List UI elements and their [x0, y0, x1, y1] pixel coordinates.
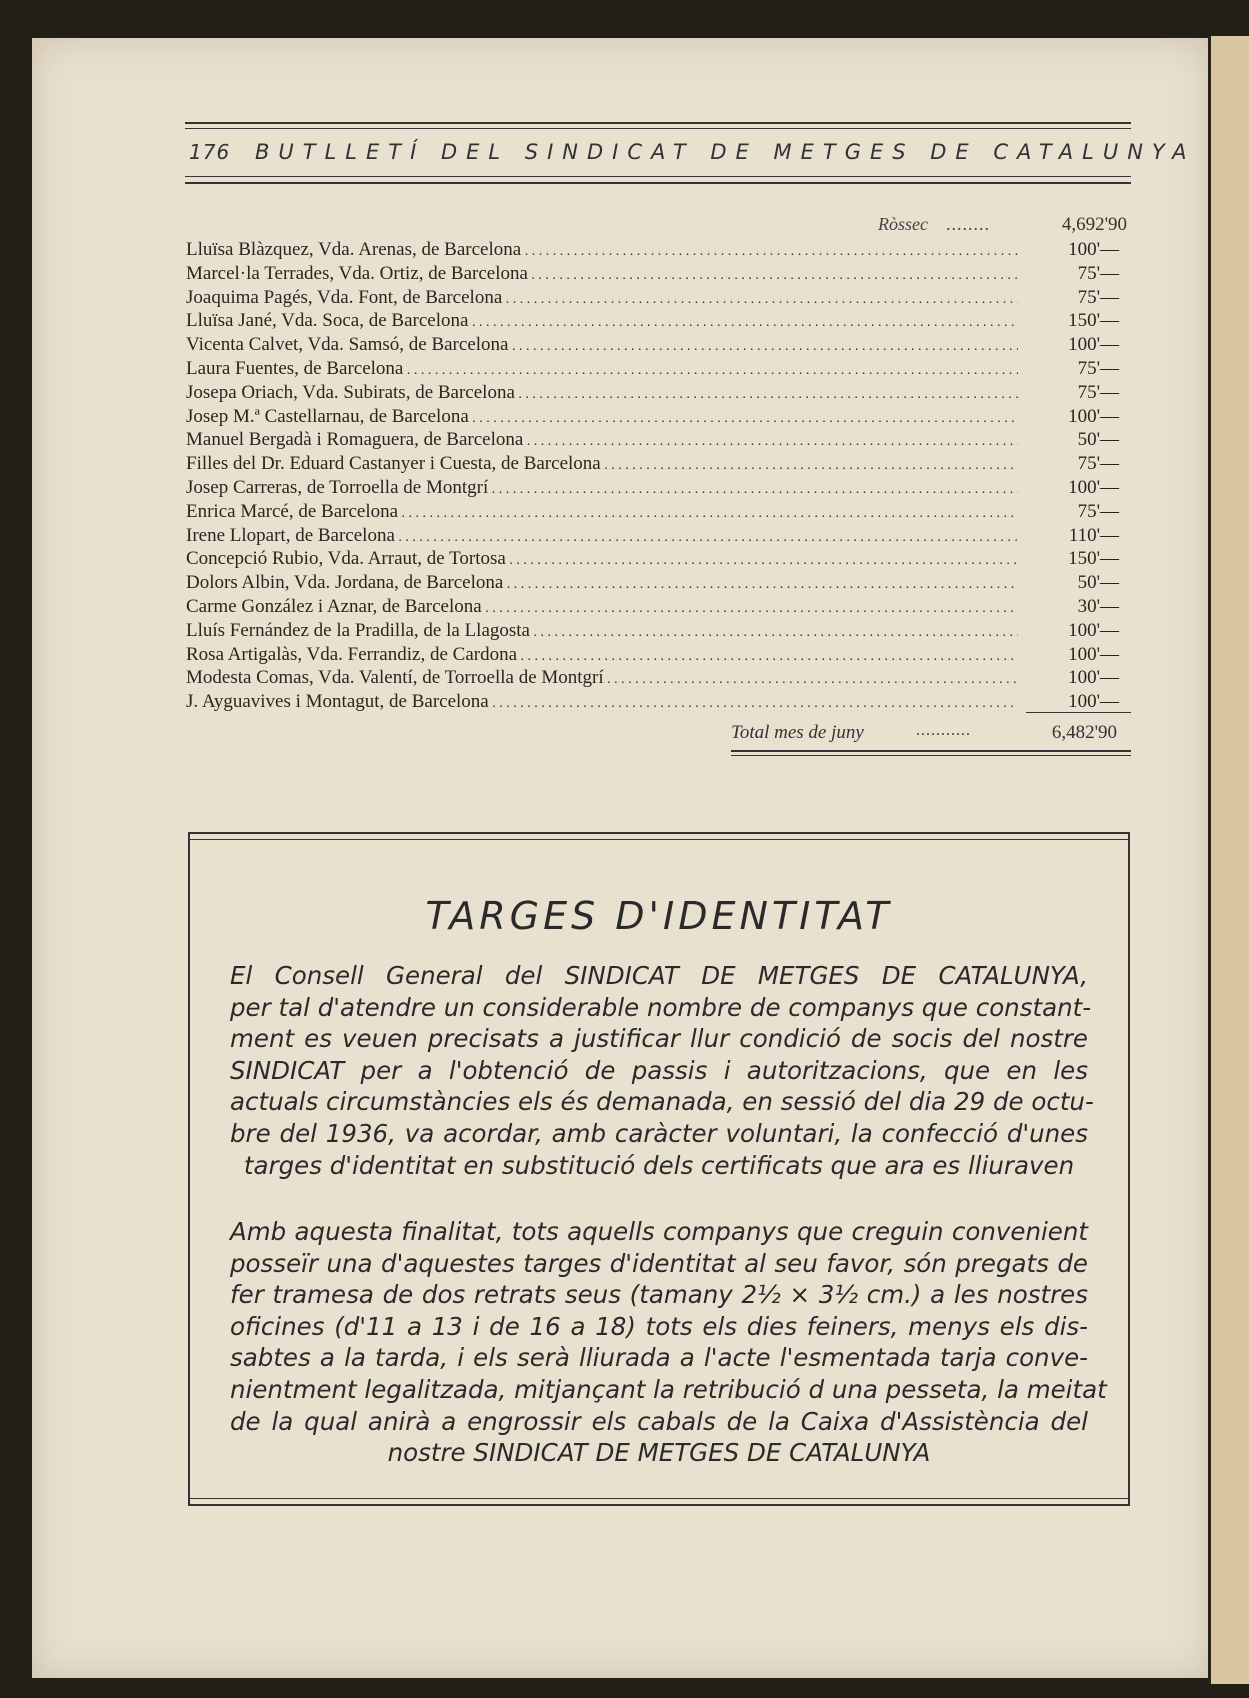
ledger-row	[186, 452, 1131, 476]
header-rule	[185, 128, 1131, 129]
header-rule	[185, 176, 1131, 177]
ledger-row	[186, 547, 1131, 571]
notice-line: SINDICAT per a l'obtenció de passis i autoritzacions, que en les	[230, 1055, 1088, 1085]
donation-amount: 100'—	[1068, 643, 1119, 665]
notice-line: de la qual anirà a engrossir els cabals de la Caixa d'Assistència del	[230, 1406, 1088, 1436]
notice-line: nientment legalitzada, mitjançant la retribució d una pesseta, la meitat	[230, 1374, 1107, 1404]
donation-amount: 75'—	[1077, 453, 1119, 475]
ledger-row	[186, 238, 1131, 262]
notice-rule	[188, 1498, 1130, 1499]
carry-forward-row	[186, 214, 1131, 238]
donor-name: Lluís Fernández de la Pradilla, de la Llagosta . . .	[186, 619, 1018, 645]
donation-amount: 100'—	[1068, 334, 1119, 356]
notice-line: bre del 1936, va acordar, amb caràcter voluntari, la confecció d'unes	[230, 1118, 1088, 1148]
ledger-row	[186, 405, 1131, 429]
donation-amount: 75'—	[1077, 500, 1119, 522]
ledger-row	[186, 643, 1131, 667]
donor-name: Concepció Rubio, Vda. Arraut, de Tortosa . . .	[186, 547, 1018, 573]
donor-name: Dolors Albin, Vda. Jordana, de Barcelona . . .	[186, 571, 1018, 597]
ledger-row	[186, 619, 1131, 643]
ledger-row	[186, 333, 1131, 357]
header-rule	[185, 122, 1131, 124]
donation-amount: 75'—	[1077, 357, 1119, 379]
donor-name: Josep Carreras, de Torroella de Montgrí . . .	[186, 476, 1018, 502]
notice-line: nostre SINDICAT DE METGES DE CATALUNYA	[387, 1438, 931, 1468]
donation-amount: 50'—	[1077, 429, 1119, 451]
total-rule	[731, 755, 1131, 756]
donor-name: Irene Llopart, de Barcelona . . .	[186, 524, 1018, 550]
ledger-row	[186, 595, 1131, 619]
donation-amount: 150'—	[1068, 310, 1119, 332]
notice-line: per tal d'atendre un considerable nombre de companys que constant-	[230, 992, 1092, 1022]
donor-name: J. Ayguavives i Montagut, de Barcelona . . .	[186, 690, 1018, 716]
donor-name: Vicenta Calvet, Vda. Samsó, de Barcelona . . .	[186, 333, 1018, 359]
donor-name: Josepa Oriach, Vda. Subirats, de Barcelona . . .	[186, 381, 1018, 407]
ledger-row	[186, 524, 1131, 548]
ledger-row	[186, 428, 1131, 452]
ledger-row	[186, 666, 1131, 690]
donation-amount: 100'—	[1068, 239, 1119, 260]
ledger-row	[186, 262, 1131, 286]
donor-name: Enrica Marcé, de Barcelona . . .	[186, 500, 1018, 526]
donor-name: Josep M.ª Castellarnau, de Barcelona . . .	[186, 405, 1018, 431]
donation-amount: 150'—	[1068, 548, 1119, 570]
ledger-rows	[186, 238, 1131, 714]
carry-forward-value: 4,692'90	[1061, 214, 1127, 235]
donation-amount: 75'—	[1077, 381, 1119, 403]
total-rule	[1026, 712, 1131, 713]
donation-amount: 100'—	[1068, 405, 1119, 427]
notice-line: posseïr una d'aquestes targes d'identitat al seu favor, són pregats de	[230, 1248, 1088, 1278]
donation-amount: 75'—	[1077, 262, 1119, 284]
notice-title: TARGES D'IDENTITAT	[425, 894, 893, 938]
donation-amount: 110'—	[1068, 524, 1119, 546]
donor-name: Joaquima Pagés, Vda. Font, de Barcelona . . .	[186, 286, 1018, 312]
total-value: 6,482'90	[1051, 722, 1117, 743]
donation-amount: 50'—	[1077, 572, 1119, 594]
ledger-row	[186, 476, 1131, 500]
donation-amount: 75'—	[1077, 286, 1119, 308]
identity-card-notice	[188, 832, 1130, 1506]
ledger-row	[186, 357, 1131, 381]
ledger-row	[186, 690, 1131, 714]
notice-paragraph-2	[230, 1216, 1107, 1469]
monthly-total	[186, 712, 1131, 772]
donation-ledger	[186, 214, 1131, 714]
page-number: 176	[189, 140, 231, 164]
notice-paragraph-1	[230, 960, 1094, 1181]
ledger-row	[186, 381, 1131, 405]
leader-dots: ........	[946, 214, 990, 234]
notice-line: targes d'identitat en substitució dels certificats que ara es lliuraven	[243, 1150, 1075, 1180]
total-label: Total mes de juny	[731, 722, 864, 743]
notice-line: ment es veuen precisats a justificar llur condició de socis del nostre	[230, 1024, 1088, 1054]
total-rule	[731, 750, 1131, 752]
donor-name: Rosa Artigalàs, Vda. Ferrandiz, de Cardona . . .	[186, 643, 1018, 669]
ledger-row	[186, 571, 1131, 595]
notice-line: actuals circumstàncies els és demanada, en sessió del dia 29 de octu-	[230, 1087, 1094, 1117]
notice-line: El Consell General del SINDICAT DE METGES DE CATALUNYA,	[230, 961, 1088, 990]
carry-forward-label: Ròssec	[878, 214, 928, 234]
donor-name: Modesta Comas, Vda. Valentí, de Torroella de Montgrí . . .	[186, 666, 1018, 692]
donor-name: Manuel Bergadà i Romaguera, de Barcelona . . .	[186, 428, 1018, 454]
facing-page-edge	[1208, 36, 1249, 1684]
donation-amount: 100'—	[1068, 691, 1119, 713]
ledger-row	[186, 309, 1131, 333]
donor-name: Lluïsa Jané, Vda. Soca, de Barcelona . . .	[186, 309, 1018, 335]
donor-name: Filles del Dr. Eduard Castanyer i Cuesta, de Barcelona . . .	[186, 452, 1018, 478]
ledger-row	[186, 286, 1131, 310]
ledger-row	[186, 500, 1131, 524]
donor-name: Laura Fuentes, de Barcelona . . .	[186, 357, 1018, 383]
notice-line: sabtes a la tarda, i els serà lliurada a l'acte l'esmentada tarja conve-	[230, 1343, 1088, 1373]
running-title: BUTLLETÍ DEL SINDICAT DE METGES DE CATALUNYA	[255, 140, 1196, 164]
donor-name: Marcel·la Terrades, Vda. Ortiz, de Barcelona . . .	[186, 262, 1018, 288]
leader-dots: ...........	[916, 722, 971, 739]
donation-amount: 100'—	[1068, 619, 1119, 641]
notice-rule	[188, 839, 1130, 840]
notice-line: oficines (d'11 a 13 i de 16 a 18) tots els dies feiners, menys els dis-	[230, 1311, 1088, 1341]
donation-amount: 100'—	[1068, 667, 1119, 689]
donation-amount: 30'—	[1077, 595, 1119, 617]
notice-line: fer tramesa de dos retrats seus (tamany 2½ × 3½ cm.) a les nostres	[230, 1280, 1088, 1310]
header-rule	[185, 182, 1131, 184]
donor-name: Carme González i Aznar, de Barcelona . . .	[186, 595, 1018, 621]
donation-amount: 100'—	[1068, 476, 1119, 498]
donor-name: Lluïsa Blàzquez, Vda. Arenas, de Barcelona . . .	[186, 238, 1018, 264]
page-header	[185, 118, 1196, 192]
notice-line: Amb aquesta finalitat, tots aquells companys que creguin convenient	[230, 1217, 1088, 1246]
